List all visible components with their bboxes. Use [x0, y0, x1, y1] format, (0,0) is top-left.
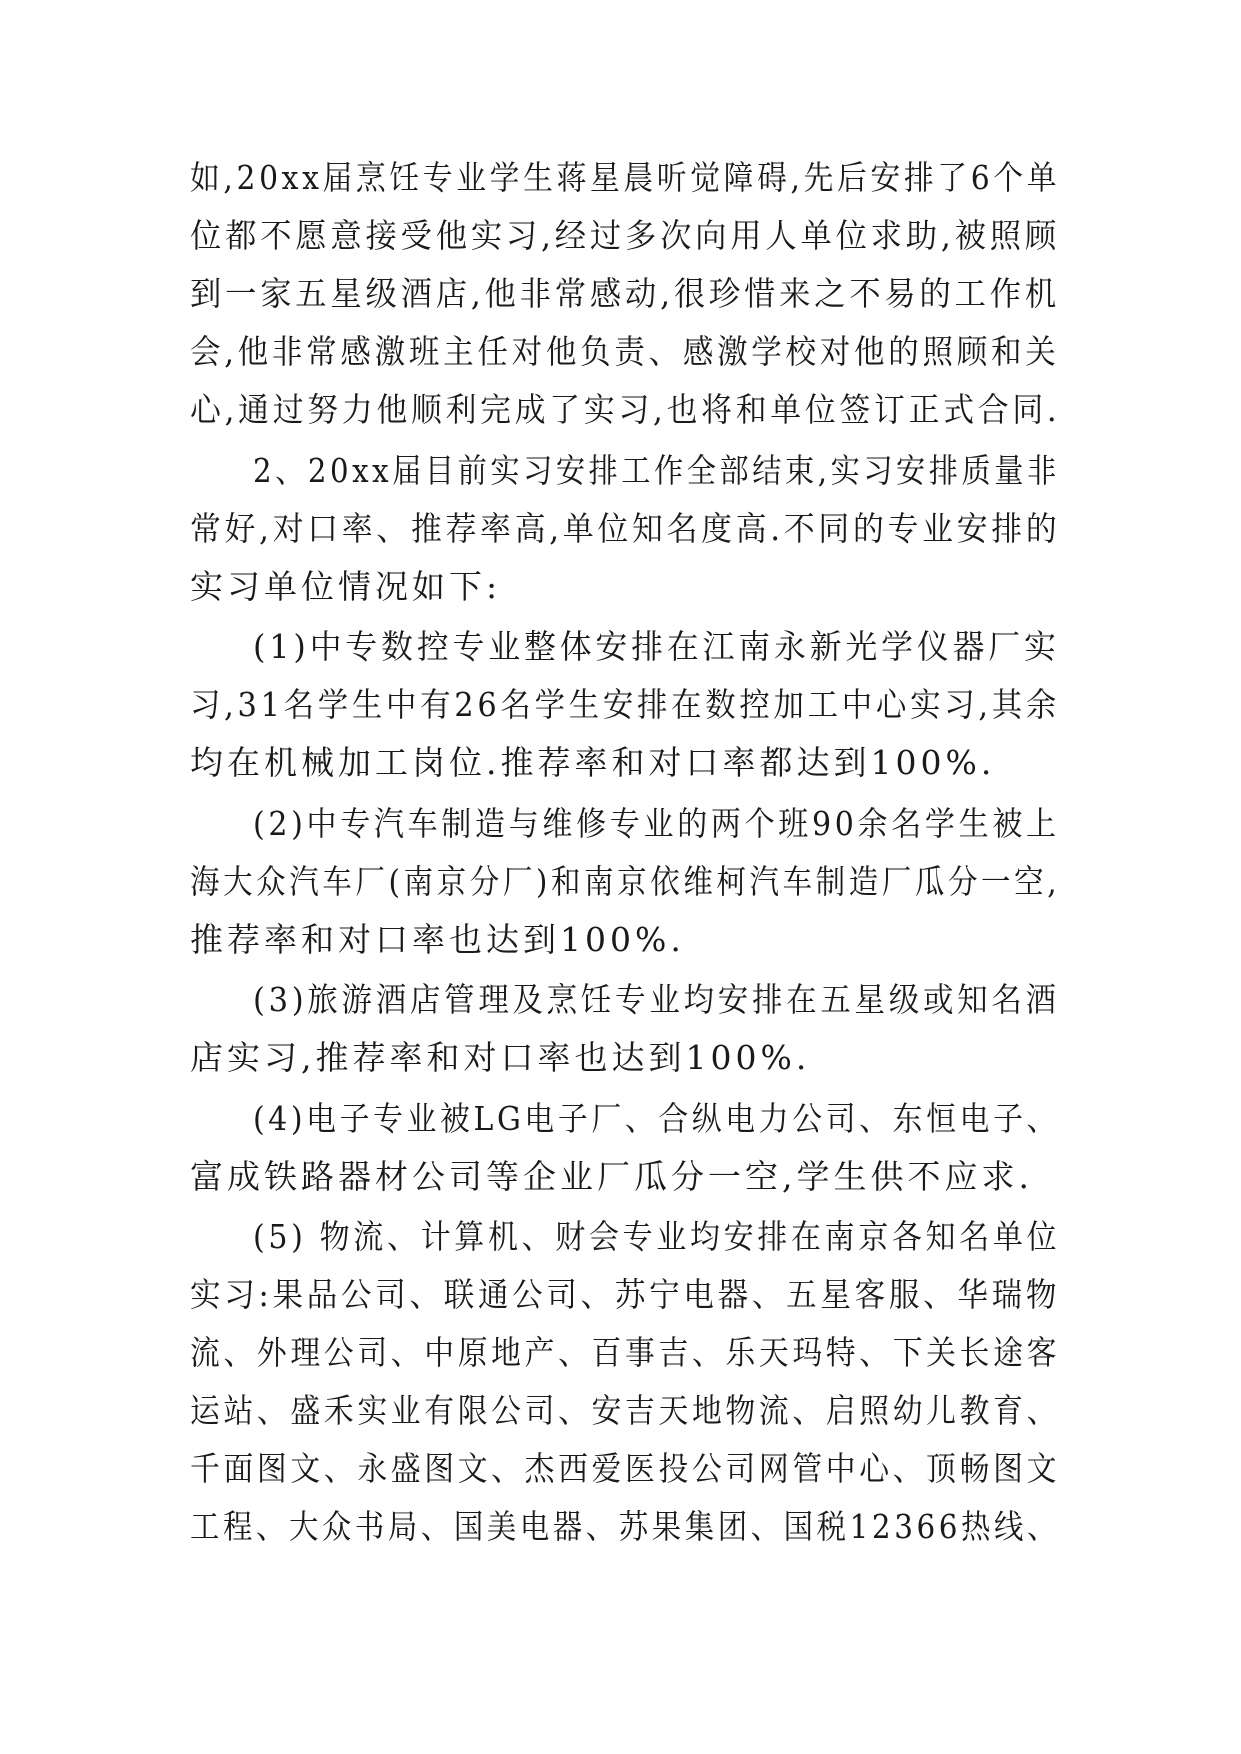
- text-line: (5) 物流、计算机、财会专业均安排在南京各知名单位: [253, 1217, 1061, 1256]
- text-line: 海大众汽车厂(南京分厂)和南京依维柯汽车制造厂瓜分一空,: [190, 862, 1061, 901]
- text-line: 店实习,推荐率和对口率也达到100%.: [190, 1038, 811, 1077]
- text-line: 常好,对口率、推荐率高,单位知名度高.不同的专业安排的: [190, 509, 1061, 548]
- text-line: 习,31名学生中有26名学生安排在数控加工中心实习,其余: [190, 685, 1060, 724]
- text-line: (4)电子专业被LG电子厂、合纵电力公司、东恒电子、: [253, 1099, 1061, 1138]
- text-line: 工程、大众书局、国美电器、苏果集团、国税12366热线、: [190, 1507, 1060, 1546]
- text-line: 到一家五星级酒店,他非常感动,很珍惜来之不易的工作机: [190, 274, 1060, 313]
- text-line: 流、外理公司、中原地产、百事吉、乐天玛特、下关长途客: [190, 1333, 1061, 1372]
- text-line: 运站、盛禾实业有限公司、安吉天地物流、启照幼儿教育、: [190, 1391, 1061, 1430]
- text-line: (1)中专数控专业整体安排在江南永新光学仪器厂实: [253, 627, 1060, 666]
- text-line: (3)旅游酒店管理及烹饪专业均安排在五星级或知名酒: [253, 980, 1060, 1019]
- text-line: 均在机械加工岗位.推荐率和对口率都达到100%.: [190, 743, 996, 782]
- text-line: 实习单位情况如下:: [190, 567, 502, 606]
- text-line: 千面图文、永盛图文、杰西爱医投公司网管中心、顶畅图文: [190, 1449, 1061, 1488]
- text-line: 心,通过努力他顺利完成了实习,也将和单位签订正式合同.: [190, 390, 1061, 429]
- text-line: 推荐率和对口率也达到100%.: [190, 920, 685, 959]
- text-line: 富成铁路器材公司等企业厂瓜分一空,学生供不应求.: [190, 1157, 1033, 1196]
- text-line: (2)中专汽车制造与维修专业的两个班90余名学生被上: [253, 804, 1060, 843]
- text-line: 位都不愿意接受他实习,经过多次向用人单位求助,被照顾: [190, 216, 1060, 255]
- text-line: 会,他非常感激班主任对他负责、感激学校对他的照顾和关: [190, 332, 1060, 371]
- text-line: 实习:果品公司、联通公司、苏宁电器、五星客服、华瑞物: [190, 1275, 1061, 1314]
- text-line: 如,20xx届烹饪专业学生蒋星晨听觉障碍,先后安排了6个单: [190, 158, 1061, 197]
- text-line: 2、20xx届目前实习安排工作全部结束,实习安排质量非: [253, 451, 1060, 490]
